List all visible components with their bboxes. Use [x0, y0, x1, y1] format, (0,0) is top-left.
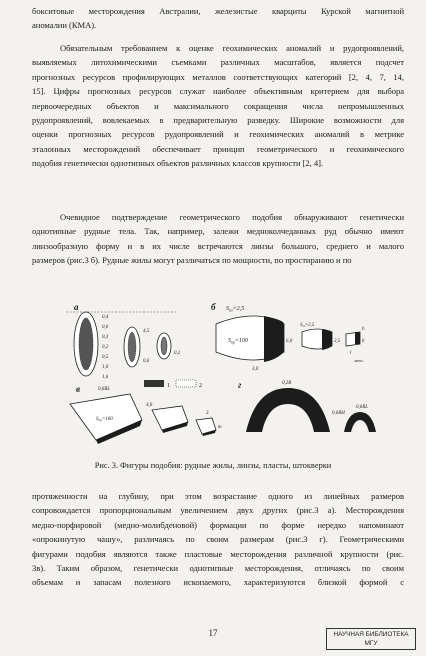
- panel-b-dim-2: 3,0: [252, 367, 259, 372]
- panel-a-dim-9: 0,6: [143, 359, 150, 364]
- panel-a-dim-10: 0,2: [174, 351, 181, 356]
- panel-a-vein-medium-core: [128, 332, 136, 362]
- text-line: 15]. Цифры прогнозных ресурсов служат наиболее объективным критерием для выбора: [32, 86, 404, 97]
- panel-b-dim-h: h: [362, 339, 365, 344]
- panel-v-dim-1: 0,6RL: [98, 387, 111, 392]
- figure-3: [56, 302, 386, 452]
- panel-v-dim-2: 4,0: [146, 403, 153, 408]
- panel-b-lens-medium-face: [322, 329, 332, 350]
- paragraph: [32, 489, 404, 590]
- text-line: линзообразную форму и в их числе встречаются линзы большого, среднего и малого: [32, 240, 404, 251]
- text-line: протяженности на глубину, при этом возрастание одного из линейных размеров: [32, 491, 404, 501]
- legend-label-2: 2: [199, 383, 202, 389]
- text-line: фигурами подобия являются также пластовые месторождения различной крупности (рис.: [32, 548, 404, 559]
- panel-a-dim-3: 0,3: [102, 335, 109, 340]
- panel-g-stockwork-small: [344, 412, 376, 432]
- panel-a-dim-2: 0,6: [102, 325, 109, 330]
- text-line: однотипные рудные тела. Так, например, залежи медноколчеданных руд обычно имеют: [32, 226, 404, 237]
- panel-v-dim-3: m: [218, 425, 222, 430]
- panel-a-dim-7: 1,6: [102, 375, 109, 380]
- panel-b-dim-mend: мезо.: [354, 358, 364, 363]
- panel-a-dim-5: 0,5: [102, 355, 109, 360]
- text-line: медно-порфировой (медно-молибденовой) формации по форме нередко напоминают: [32, 519, 404, 530]
- panel-b-dim-3: 2,5: [334, 339, 341, 344]
- text-line: рудопроявлений, вовлекаемых в предварительную разведку. Широкие возможности для: [32, 115, 404, 126]
- legend-swatch-1: [144, 380, 164, 387]
- panel-a-dim-1: 0,4: [102, 315, 109, 320]
- text-line: Обязательным требованием к оценке геохимических аномалий и рудопроявлений,: [60, 43, 404, 53]
- text-line: «опрокинутую чашу», различаясь по своим размерам (рис.3 г). Геометрическими: [32, 534, 404, 545]
- text-line: эталонных месторождений обеспечивает принцип геометрического и геохимического: [32, 143, 404, 154]
- text-line: прогнозных ресурсов профилирующих металлов соответствующих категорий [2, 4, 7, 14,: [32, 71, 404, 82]
- panel-b-skr: $S_{кр}=100$: [228, 338, 248, 345]
- page-number: 17: [208, 628, 218, 638]
- panel-g-dim-3: 0,6RL: [356, 405, 369, 410]
- text-line: Очевидное подтверждение геометрического подобия обнаруживают генетически: [60, 212, 404, 222]
- library-stamp-line-2: МГУ: [364, 640, 378, 647]
- panel-v-skr: $S_{кр}=100$: [96, 417, 113, 423]
- panel-v-label: в: [76, 384, 81, 394]
- text-line: объемам и запасам полезного ископаемого, характеризуются близкой формой с: [32, 577, 404, 588]
- text-line: 3в). Таким образом, генетически однотипные месторождения, отличаясь по своим: [32, 563, 404, 574]
- paragraph: [32, 41, 404, 171]
- text-line: аномалии (КМА).: [32, 20, 97, 31]
- panel-b-dim-b: b: [362, 327, 365, 332]
- text-line: первоочередных объектов и максимального сокращения числа непромышленных: [32, 100, 404, 111]
- panel-a-vein-small-core: [161, 337, 167, 355]
- panel-v-dim-4: 3: [206, 411, 209, 416]
- panel-a-dim-6: 1,0: [102, 365, 109, 370]
- text-line: размеров (рис.3 б). Рудные жилы могут различаться по мощности, по простиранию и по: [32, 255, 352, 266]
- panel-g-label: г: [238, 380, 242, 390]
- panel-b-dim-1: 6,0: [286, 339, 293, 344]
- panel-g-dim-2: 0,6RH: [332, 411, 345, 416]
- library-stamp-line-1: НАУЧНАЯ БИБЛИОТЕКА: [333, 631, 409, 638]
- panel-a-vein-large-core: [79, 318, 93, 370]
- paragraph: [32, 4, 404, 33]
- figure-caption: Рис. 3. Фигуры подобия: рудные жилы, линзы, пласты, штокверки: [94, 461, 332, 470]
- panel-a-dim-4: 0,2: [102, 345, 109, 350]
- panel-a-dim-8: 4,5: [143, 329, 150, 334]
- panel-g-dim-1: 0,2R: [282, 381, 292, 386]
- text-line: сопровождается пропорциональным увеличением двух других (рис.3 а). Месторождения: [32, 505, 404, 516]
- legend-label-1: 1: [167, 383, 170, 389]
- library-stamp: [326, 628, 416, 650]
- text-line: выявляемых литохимическими съемками различных масштабов, является подсчет: [32, 57, 404, 68]
- text-line: оценки прогнозных ресурсов рудопроявлений и геохимических аномалий в метрике: [32, 129, 404, 140]
- text-line: подобия генетически однотипных объектов различных классов крупности [2, 4].: [32, 158, 324, 169]
- panel-b-lens-small-face: [355, 332, 360, 344]
- panel-b-label: б: [211, 302, 216, 312]
- panel-b-dim-l: l: [350, 351, 352, 356]
- panel-b-sko: $S_{ко}=2,5$: [226, 306, 245, 313]
- text-line: бокситовые месторождения Австралии, железистые кварциты Курской магнитной: [32, 6, 404, 16]
- panel-a-label: а: [74, 302, 79, 312]
- paragraph: [32, 210, 404, 268]
- legend-swatch-2: [176, 380, 196, 387]
- panel-b-lens-large-face: [264, 316, 284, 362]
- panel-g-stockwork-large: [246, 388, 330, 432]
- panel-b-sm: $S_м=2,5$: [300, 323, 315, 329]
